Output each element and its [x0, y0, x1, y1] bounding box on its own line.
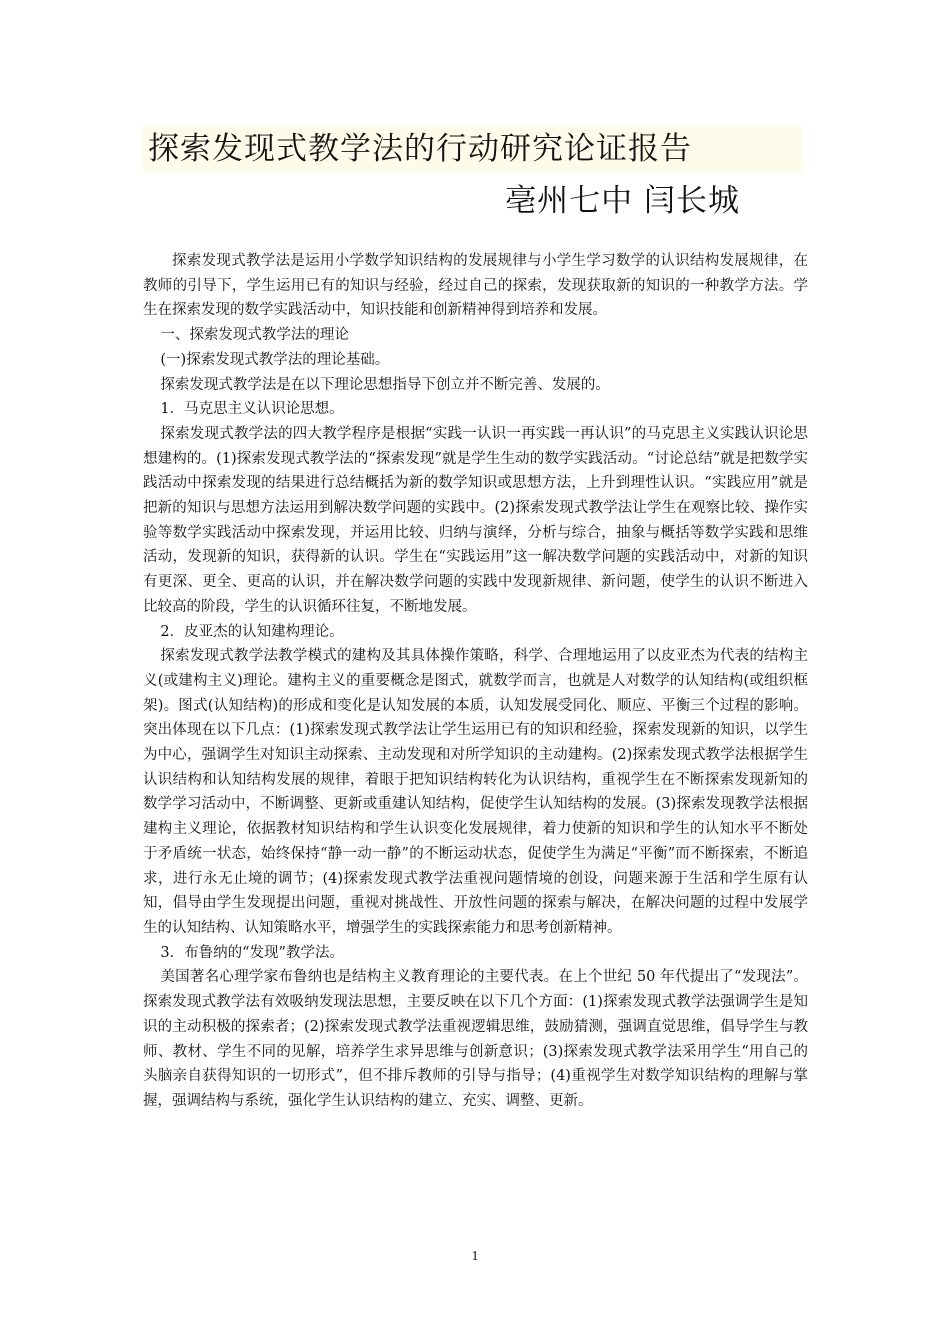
intro-paragraph: 探索发现式教学法是运用小学数学知识结构的发展规律与小学生学习数学的认识结构发展规律，在教师的引导下，学生运用已有的知识与经验，经过自己的探索，发现获取新的知识的一种教学方法。学生在探索发现的数学实践活动中，知识技能和创新精神得到培养和发展。 [143, 253, 808, 319]
item-heading: 2．皮亚杰的认知建构理论。 [160, 623, 344, 640]
section-intro-paragraph: 探索发现式教学法是在以下理论思想指导下创立并不断完善、发展的。 [160, 376, 610, 393]
item-heading: 3．布鲁纳的“发现”教学法。 [160, 944, 344, 961]
document-author: 亳州七中 闫长城 [505, 183, 740, 219]
section-heading: 一、探索发现式教学法的理论 [160, 327, 349, 344]
body-paragraph: 探索发现式教学法的四大教学程序是根据“实践一认识一再实践一再认识”的马克思主义实践认识论思想建构的。(1)探索发现式教学法的“探索发现”就是学生生动的数学实践活动。“讨论总结”就是把数学实践活动中探索发现的结果进行总结概括为新的数学知识或思想方法，上升到理性认识。“实践应用”就是把新的知识与思想方法运用到解决数学问题的实践中。(2)探索发现式教学法让学生在观察比较、操作实验等数学实践活动中探索发现，并运用比较、归纳与演绎，分析与综合，抽象与概括等数学实践和思维活动，发现新的知识，获得新的认识。学生在“实践运用”这一解决数学问题的实践活动中，对新的知识有更深、更全、更高的认识，并在解决数学问题的实践中发现新规律、新问题，使学生的认识不断进入比较高的阶段，学生的认识循环往复，不断地发展。 [143, 425, 808, 615]
body-paragraph: 美国著名心理学家布鲁纳也是结构主义教育理论的主要代表。在上个世纪 50 年代提出了“发现法”。探索发现式教学法有效吸纳发现法思想，主要反映在以下几个方面：(1)探索发现式教学法强调学生是知识的主动积极的探索者；(2)探索发现式教学法重视逻辑思维，鼓励猜测，强调直觉思维，倡导学生与教师、教材、学生不同的见解，培养学生求异思维与创新意识；(3)探索发现式教学法采用学生“用自己的头脑亲自获得知识的一切形式”，但不排斥教师的引导与指导；(4)重视学生对数学知识结构的理解与掌握，强调结构与系统，强化学生认识结构的建立、充实、调整、更新。 [143, 969, 808, 1109]
subsection-heading: (一)探索发现式教学法的理论基础。 [160, 351, 390, 368]
document-body [143, 249, 808, 1114]
item-heading: 1．马克思主义认识论思想。 [160, 401, 344, 418]
document-title: 探索发现式教学法的行动研究论证报告 [148, 131, 692, 167]
body-paragraph: 探索发现式教学法教学模式的建构及其具体操作策略，科学、合理地运用了以皮亚杰为代表的结构主义(或建构主义)理论。建构主义的重要概念是图式，就数学而言，也就是人对数学的认知结构(或组织框架)。图式(认知结构)的形成和变化是认知发展的本质，认知发展受同化、顺应、平衡三个过程的影响。突出体现在以下几点：(1)探索发现式教学法让学生运用已有的知识和经验，探索发现新的知识，以学生为中心，强调学生对知识主动探索、主动发现和对所学知识的主动建构。(2)探索发现式教学法根据学生认识结构和认知结构发展的规律，着眼于把知识结构转化为认识结构，重视学生在不断探索发现新知的数学学习活动中，不断调整、更新或重建认知结构，促使学生认知结构的发展。(3)探索发现教学法根据建构主义理论，依据教材知识结构和学生认识变化发展规律，着力使新的知识和学生的认知水平不断处于矛盾统一状态，始终保持“静一动一静”的不断运动状态，促使学生为满足“平衡”而不断探索，不断追求，进行永无止境的调节；(4)探索发现式教学法重视问题情境的创设，问题来源于生活和学生原有认知，倡导由学生发现提出问题，重视对挑战性、开放性问题的探索与解决，在解决问题的过程中发展学生的认知结构、认知策略水平，增强学生的实践探索能力和思考创新精神。 [143, 648, 808, 936]
page-number: 1 [471, 1249, 479, 1264]
